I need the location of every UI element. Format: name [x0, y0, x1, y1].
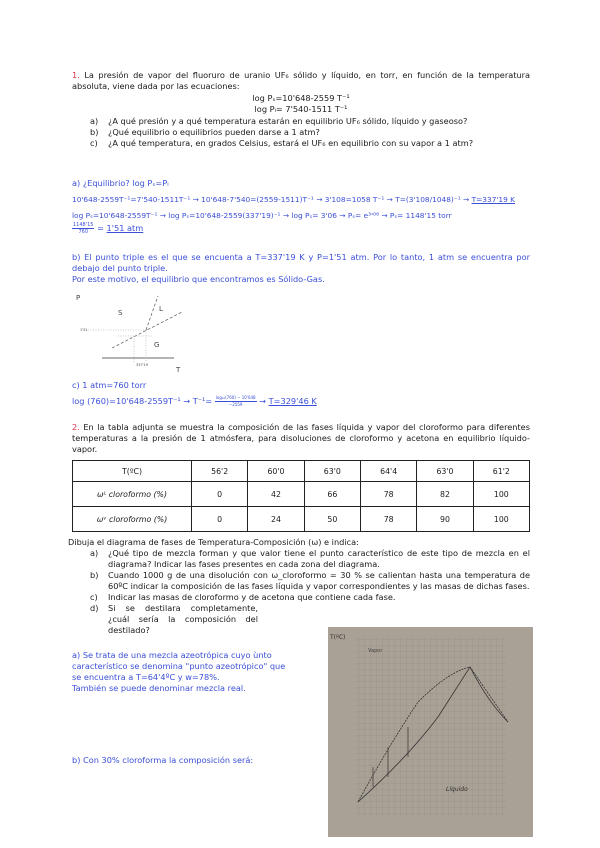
- equation-liquid: log Pₗ= 7'540-1511 T⁻¹: [254, 104, 348, 114]
- problem1-questions: [72, 116, 530, 149]
- question-2d: d) Si se destilara completamente, ¿cuál sería la composición del destilado?: [90, 603, 258, 635]
- question-2c: c) Indicar las masas de cloroformo y de acetona que contiene cada fase.: [90, 592, 396, 602]
- table-header-row: T(ºC) 56'2 60'0 63'0 64'4 63'0 61'2: [73, 461, 530, 482]
- svg-text:T(ºC): T(ºC): [330, 634, 346, 641]
- question-1b: b) ¿Qué equilibrio o equilibrios pueden darse a 1 atm?: [90, 127, 320, 137]
- svg-text:Vapor: Vapor: [368, 648, 383, 654]
- table-row: ωᴸ cloroformo (%) 0 42 66 78 82 100: [73, 482, 530, 507]
- result-boiling-temperature: T=329'46 K: [268, 396, 317, 406]
- result-triple-pressure: 1'51 atm: [106, 223, 144, 233]
- phase-diagram-sketch: [66, 290, 186, 372]
- svg-text:337'19: 337'19: [136, 363, 149, 367]
- problem1-statement: 1. La presión de vapor del fluoruro de uranio UF₆ sólido y líquido, en torr, en función de la temperatura absoluta, viene dada por las ecuaciones:: [72, 70, 530, 91]
- question-1c: c) ¿A qué temperatura, en grados Celsius, estará el UF₆ en equilibrio con su vapor a 1 atm?: [90, 138, 474, 148]
- svg-text:S: S: [118, 309, 123, 317]
- svg-text:T: T: [176, 366, 181, 372]
- answer-1b: b) El punto triple es el que se encuenta a T=337'19 K y P=1'51 atm. Por lo tanto, 1 atm se encuentra por debajo del punto triple.: [72, 252, 530, 273]
- svg-text:Líquido: Líquido: [446, 786, 468, 793]
- result-triple-temperature: T=337'19 K: [471, 195, 516, 204]
- answer-1a-line3: log Pₛ=10'648-2559T⁻¹ → log Pₛ=10'648-2559(337'19)⁻¹ → log Pₛ= 3'06 → Pₛ= e³'⁰⁶ → Pₛ= 1148'15 torr: [72, 211, 452, 220]
- handdrawn-phase-diagram-photo: [328, 627, 533, 837]
- answer-2a: a) Se trata de una mezcla azeotrópica cuyo ùnto característico se denomina "punto azeotrópico" que se encuentra a T=64'4ºC y w=78%. También se puede denominar mezcla real.: [72, 650, 286, 693]
- svg-text:G: G: [154, 341, 160, 349]
- problem1-number: 1.: [72, 70, 80, 80]
- question-2b: b) Cuando 1000 g de una disolución con ω_cloroformo = 30 % se calientan hasta una temperatura de 60ºC indicar la composición de las fases líquida y vapor correspondientes y las masas de dichas fases.: [90, 570, 530, 591]
- answer-1b-conclusion: Por este motivo, el equilibrio que encontramos es Sólido-Gas.: [72, 274, 325, 284]
- answer-2b: b) Con 30% cloroforma la composición será:: [72, 755, 254, 765]
- answer-1a-line4: $\frac{1148'15}{760}$ = 1'51 atm: [73, 222, 144, 235]
- problem2-questions: [72, 548, 530, 636]
- answer-1a-line2: 10'648-2559T⁻¹=7'540-1511T⁻¹ → 10'648-7'540=(2559-1511)T⁻¹ → 3'108=1058 T⁻¹ → T=(3'108/1048)⁻¹ → T=337'19 K: [72, 195, 516, 204]
- axis-p-label: P: [76, 294, 81, 302]
- table-row: ωᵛ cloroformo (%) 0 24 50 78 90 100: [73, 507, 530, 532]
- problem2-statement: 2. En la tabla adjunta se muestra la composición de las fases líquida y vapor del cloroformo para diferentes temperaturas a la presión de 1 atmósfera, para disoluciones de cloroformo y acetona en equilibrio líquido-vapor.: [72, 422, 530, 454]
- question-2a: a) ¿Qué tipo de mezcla forman y que valor tiene el punto característico de este tipo de mezcla en el diagrama? Indicar las fases presentes en cada zona del diagrama.: [90, 548, 530, 569]
- problem2-number: 2.: [72, 422, 80, 432]
- composition-table: [72, 460, 530, 532]
- answer-1c-line2: log (760)=10'648-2559T⁻¹ → T⁻¹= $\frac{\text{log₁₀(760) − 10'648}}{-2559}$ → T=329'46 K: [72, 395, 317, 407]
- answer-1a-line1: a) ¿Equilibrio? log Pₛ=Pₗ: [72, 178, 169, 188]
- answer-1c-line1: c) 1 atm=760 torr: [72, 380, 147, 390]
- question-1a: a) ¿A qué presión y a qué temperatura estarán en equilibrio UF₆ sólido, líquido y gaseoso?: [90, 116, 468, 126]
- graph-paper: [328, 627, 533, 837]
- fraction: $\frac{\text{log₁₀(760) − 10'648}}{-2559}$: [215, 395, 256, 407]
- svg-text:L: L: [159, 305, 163, 313]
- equation-solid: log Pₛ=10'648-2559 T⁻¹: [252, 93, 350, 103]
- problem2-instruction: Dibuja el diagrama de fases de Temperatura-Composición (ω) e indica:: [68, 537, 359, 547]
- fraction: $\frac{1148'15}{760}$: [73, 222, 94, 235]
- svg-text:1'51: 1'51: [80, 328, 88, 332]
